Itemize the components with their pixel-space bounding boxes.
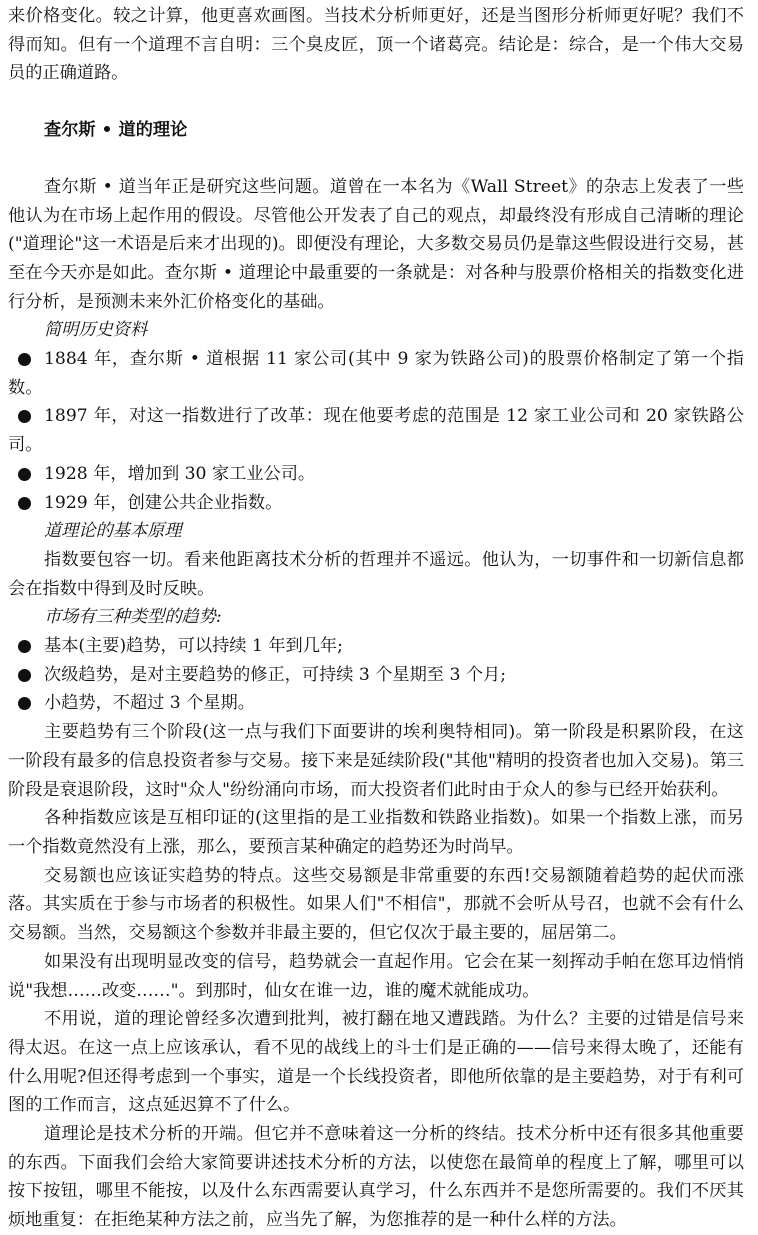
body-paragraph: 如果没有出现明显改变的信号，趋势就会一直起作用。它会在某一刻挥动手帕在您耳边悄悄说"我想……改变……"。到那时，仙女在谁一边，谁的魔术就能成功。 [8,951,744,1001]
bullet-icon [18,353,31,366]
principles-paragraph: 指数要包容一切。看来他距离技术分析的哲理并不遥远。他认为，一切事件和一切新信息都会在指数中得到及时反映。 [8,549,744,599]
trend-item-text: 次级趋势，是对主要趋势的修正，可持续 3 个星期至 3 个月; [44,664,507,685]
principles-heading: 道理论的基本原理 [44,521,182,542]
trend-item [8,661,744,690]
history-item-text: 1929 年，创建公共企业指数。 [44,492,283,513]
body-paragraph: 交易额也应该证实趋势的特点。这些交易额是非常重要的东西!交易额随着趋势的起伏而涨落。其实质在于参与市场者的积极性。如果人们"不相信"，那就不会听从号召，也就不会有什么交易额。当然，交易额这个参数并非最主要的，但它仅次于最主要的，屈居第二。 [8,865,744,944]
history-item [8,460,744,489]
section-title: 查尔斯 • 道的理论 [44,120,188,141]
history-item [8,402,744,459]
history-item-text: 1897 年，对这一指数进行了改革：现在他要考虑的范围是 12 家工业公司和 20 家铁路公司。 [8,406,744,456]
body-paragraph: 不用说，道的理论曾经多次遭到批判，被打翻在地又遭践踏。为什么？主要的过错是信号来得太迟。在这一点上应该承认，看不见的战线上的斗士们是正确的——信号来得太晚了，还能有什么用呢?但还得考虑到一个事实，道是一个长线投资者，即他所依靠的是主要趋势，对于有利可图的工作而言，这点延迟算不了什么。 [8,1009,744,1116]
trends-heading: 市场有三种类型的趋势: [44,607,222,628]
intro-paragraph: 来价格变化。较之计算，他更喜欢画图。当技术分析师更好，还是当图形分析师更好呢？我们不得而知。但有一个道理不言自明：三个臭皮匠，顶一个诸葛亮。结论是：综合，是一个伟大交易员的正确道路。 [8,6,744,84]
bullet-icon [18,468,31,481]
body-paragraph: 道理论是技术分析的开端。但它并不意味着这一分析的终结。技术分析中还有很多其他重要的东西。下面我们会给大家简要讲述技术分析的方法，以使您在最简单的程度上了解，哪里可以按下按钮，哪里不能按，以及什么东西需要认真学习，什么东西并不是您所需要的。我们不厌其烦地重复：在拒绝某种方法之前，应当先了解，为您推荐的是一种什么样的方法。 [8,1124,744,1231]
body-paragraph: 主要趋势有三个阶段(这一点与我们下面要讲的埃利奥特相同)。第一阶段是积累阶段，在这一阶段有最多的信息投资者参与交易。接下来是延续阶段("其他"精明的投资者也加入交易)。第三阶段是衰退阶段，这时"众人"纷纷涌向市场，而大投资者们此时由于众人的参与已经开始获利。 [8,722,744,800]
bullet-icon [18,640,31,653]
history-heading: 简明历史资料 [44,320,148,341]
history-item [8,345,744,402]
body-paragraph: 各种指数应该是互相印证的(这里指的是工业指数和铁路业指数)。如果一个指数上涨，而另一个指数竟然没有上涨，那么，要预言某种确定的趋势还为时尚早。 [8,808,744,857]
bullet-icon [18,697,31,710]
bullet-icon [18,669,31,682]
trend-item-text: 基本(主要)趋势，可以持续 1 年到几年; [44,636,343,657]
history-item [8,489,744,518]
trend-item-text: 小趋势，不超过 3 个星期。 [44,693,255,714]
bullet-icon [18,497,31,510]
trend-item [8,689,744,718]
section-intro-paragraph: 查尔斯 • 道当年正是研究这些问题。道曾在一本名为《Wall Street》的杂志上发表了一些他认为在市场上起作用的假设。尽管他公开发表了自己的观点，却最终没有形成自己清晰的理论("道理论"这一术语是后来才出现的)。即便没有理论，大多数交易员仍是靠这些假设进行交易，甚至在今天亦是如此。查尔斯 • 道理论中最重要的一条就是：对各种与股票价格相关的指数变化进行分析，是预测未来外汇价格变化的基础。 [8,176,744,312]
history-item-text: 1928 年，增加到 30 家工业公司。 [44,463,316,484]
bullet-icon [18,410,31,423]
history-item-text: 1884 年，查尔斯 • 道根据 11 家公司(其中 9 家为铁路公司)的股票价格制定了第一个指数。 [8,349,744,398]
trend-item [8,632,744,661]
